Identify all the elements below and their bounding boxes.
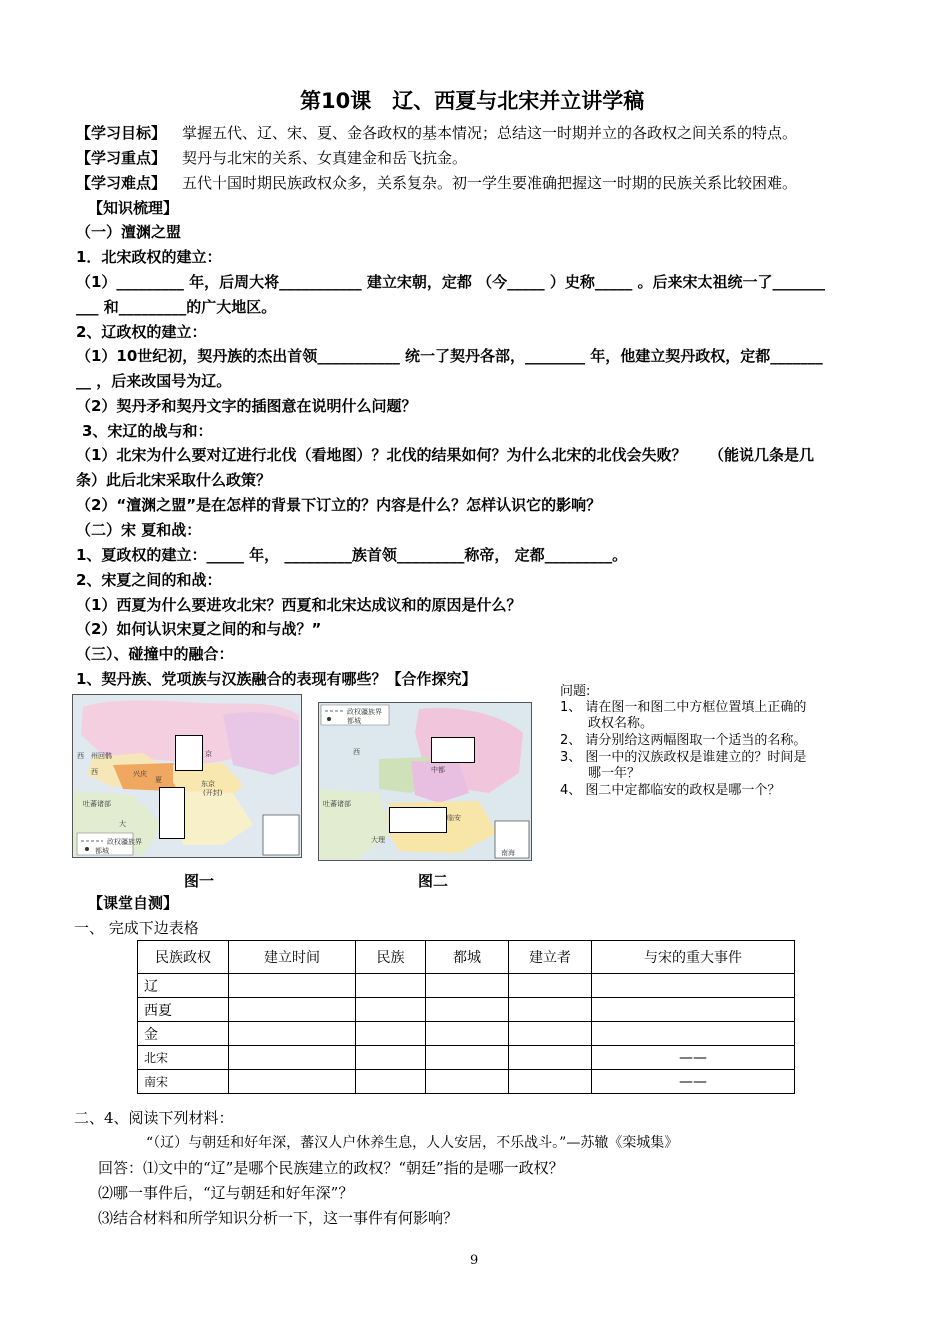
- map1-label-uyghur: 西 州回鹘: [77, 752, 112, 760]
- focus-label: 【学习重点】: [76, 149, 167, 167]
- cell-input[interactable]: [229, 998, 356, 1022]
- difficulty-label: 【学习难点】: [76, 174, 167, 192]
- map1-label-da: 大: [119, 820, 126, 828]
- question-xia-attack: （1）西夏为什么要进攻北宋？西夏和北宋达成议和的原因是什么？: [76, 596, 522, 614]
- question-northern-expedition-2: 条）此后北宋采取什么政策？: [76, 471, 272, 489]
- map1-label-xi: 西: [91, 768, 98, 776]
- map2-label-nanhai: 南海: [501, 849, 515, 857]
- cell-input[interactable]: [426, 1070, 509, 1094]
- item-song-founding: 1．北宋政权的建立：: [76, 248, 222, 266]
- map1-label-dongjing: 东京: [201, 780, 215, 788]
- map-figure-2: [318, 702, 532, 861]
- map1-label-xingqing: 兴庆: [133, 770, 147, 778]
- table-row: [138, 1046, 795, 1070]
- question-1a: 1、 请在图一和图二中方框位置填上正确的: [560, 700, 807, 715]
- col-founding-time: 建立时间: [229, 941, 356, 974]
- col-capital: 都城: [426, 941, 509, 974]
- focus-text: 契丹与北宋的关系、女真建金和岳飞抗金。: [182, 149, 468, 167]
- cell-input[interactable]: [426, 998, 509, 1022]
- answer-question-2: ⑵哪一事件后，“辽与朝廷和好年深”？: [98, 1184, 354, 1202]
- goal-label: 【学习目标】: [76, 124, 167, 142]
- blank-box-map2-bottom[interactable]: [389, 807, 447, 833]
- cell-event[interactable]: [592, 998, 795, 1022]
- cell-input[interactable]: [509, 1070, 592, 1094]
- map2-label-border: 政权疆族界: [347, 708, 382, 716]
- question-1b: 政权名称。: [588, 716, 654, 731]
- question-war-peace: （2）如何认识宋夏之间的和与战？”: [76, 620, 322, 638]
- cell-input[interactable]: [509, 998, 592, 1022]
- map-1-shapes: [73, 695, 301, 857]
- cell-input[interactable]: [356, 1046, 426, 1070]
- question-khitan-spear: （2）契丹矛和契丹文字的插图意在说明什么问题？: [76, 397, 417, 415]
- cell-event: ——: [592, 1070, 795, 1094]
- fill-xia-founding: 1、夏政权的建立：_____ 年， _________族首领_________称帝， 定都_________。: [76, 546, 628, 564]
- questions-heading: 问题:: [560, 684, 591, 699]
- cell-input[interactable]: [356, 1070, 426, 1094]
- cell-event[interactable]: [592, 974, 795, 998]
- map-2-shapes: [319, 703, 531, 860]
- item-song-liao-war: 3、宋辽的战与和：: [82, 422, 213, 440]
- col-ethnicity: 民族: [356, 941, 426, 974]
- row-name: 南宋: [138, 1070, 229, 1094]
- table-row: [138, 974, 795, 998]
- cell-input[interactable]: [426, 974, 509, 998]
- page-title: 第10课 辽、西夏与北宋并立讲学稿: [300, 89, 645, 113]
- map1-label-jing: 京: [205, 750, 212, 758]
- row-name: 金: [138, 1022, 229, 1046]
- map1-label-xia: 夏: [155, 776, 162, 784]
- summary-table: [137, 940, 795, 1094]
- question-chanyuan-treaty: （2）“澶渊之盟”是在怎样的背景下订立的？内容是什么？怎样认识它的影响？: [76, 496, 602, 514]
- part-two-label: 二、4、阅读下列材料：: [74, 1109, 234, 1127]
- table-header-row: [138, 941, 795, 974]
- map-caption-1: 图一: [184, 872, 215, 890]
- map-figure-1: [72, 694, 302, 858]
- fill-song-line2: ___ 和_________的广大地区。: [76, 298, 277, 316]
- map2-label-dali: 大理: [371, 836, 385, 844]
- question-3a: 3、 图一中的汉族政权是谁建立的？时间是: [560, 750, 807, 765]
- reading-quote: “（辽）与朝廷和好年深，蕃汉人户休养生息，人人安居，不乐战斗。”—苏辙《栾城集》: [146, 1135, 679, 1151]
- blank-box-map1-bottom[interactable]: [159, 787, 185, 839]
- cell-input[interactable]: [509, 1046, 592, 1070]
- map1-label-tibet: 吐蕃诸部: [83, 800, 111, 808]
- item-liao-founding: 2、辽政权的建立：: [76, 323, 207, 341]
- table-row: [138, 1022, 795, 1046]
- map-caption-2: 图二: [418, 872, 449, 890]
- section-chanyuan: （一）澶渊之盟: [76, 223, 182, 241]
- answer-question-3: ⑶结合材料和所学知识分析一下，这一事件有何影响？: [98, 1209, 459, 1227]
- item-song-xia-war: 2、宋夏之间的和战：: [76, 571, 222, 589]
- cell-input[interactable]: [229, 1046, 356, 1070]
- blank-box-map1-top[interactable]: [175, 735, 203, 771]
- cell-input[interactable]: [426, 1046, 509, 1070]
- cell-input[interactable]: [426, 1022, 509, 1046]
- cell-input[interactable]: [229, 1070, 356, 1094]
- cell-event[interactable]: [592, 1022, 795, 1046]
- cell-input[interactable]: [509, 974, 592, 998]
- cell-input[interactable]: [356, 1022, 426, 1046]
- section-self-test: 【课堂自测】: [88, 894, 179, 912]
- col-regime: 民族政权: [138, 941, 229, 974]
- row-name: 辽: [138, 974, 229, 998]
- part-one-label: 一、 完成下边表格: [74, 919, 199, 937]
- cell-input[interactable]: [229, 974, 356, 998]
- row-name: 西夏: [138, 998, 229, 1022]
- cell-input[interactable]: [229, 1022, 356, 1046]
- blank-box-map2-top[interactable]: [431, 737, 475, 763]
- question-fusion: 1、契丹族、党项族与汉族融合的表现有哪些？【合作探究】: [76, 670, 477, 688]
- map2-label-linan: 临安: [447, 814, 461, 822]
- map2-label-zhongdu: 中都: [431, 766, 445, 774]
- col-major-events: 与宋的重大事件: [592, 941, 795, 974]
- cell-input[interactable]: [509, 1022, 592, 1046]
- map1-label-regime: 政权疆族界: [107, 838, 142, 846]
- question-2: 2、 请分别给这两幅图取一个适当的名称。: [560, 733, 807, 748]
- section-fusion: （三）、碰撞中的融合：: [76, 645, 234, 663]
- map2-label-tibet: 吐蕃诸部: [323, 800, 351, 808]
- section-song-xia: （二）宋 夏和战：: [76, 521, 202, 539]
- cell-input[interactable]: [356, 998, 426, 1022]
- page-number: 9: [470, 1253, 479, 1268]
- goal-text: 掌握五代、辽、宋、夏、金各政权的基本情况；总结这一时期并立的各政权之间关系的特点。: [182, 124, 798, 142]
- map2-label-xi: 西: [353, 748, 360, 756]
- question-3b: 哪一年？: [588, 766, 641, 781]
- map1-label-kaifeng: (开封): [203, 789, 223, 797]
- difficulty-text: 五代十国时期民族政权众多，关系复杂。初一学生要准确把握这一时期的民族关系比较困难。: [182, 174, 798, 192]
- cell-input[interactable]: [356, 974, 426, 998]
- question-4: 4、 图二中定都临安的政权是哪一个？: [560, 783, 781, 798]
- table-row: [138, 1070, 795, 1094]
- section-knowledge: 【知识梳理】: [88, 199, 179, 217]
- fill-song-line1: （1）_________ 年，后周大将___________ 建立宋朝，定都 （今_____ ）史称_____ 。后来宋太祖统一了_______: [76, 273, 826, 291]
- table-row: [138, 998, 795, 1022]
- map2-label-capital: 都城: [347, 717, 361, 725]
- fill-liao-line2: __ ，后来改国号为辽。: [76, 372, 232, 390]
- map1-label-capital: 都城: [95, 847, 109, 855]
- question-northern-expedition-1: （1）北宋为什么要对辽进行北伐（看地图）？北伐的结果如何？为什么北宋的北伐会失败？ （能说几条是几: [76, 446, 814, 464]
- fill-liao-line1: （1）10世纪初，契丹族的杰出首领___________ 统一了契丹各部，________ 年，他建立契丹政权，定都_______: [76, 347, 823, 365]
- answer-question-1: 回答：⑴文中的“辽”是哪个民族建立的政权？“朝廷”指的是哪一政权？: [98, 1159, 564, 1177]
- cell-event: ——: [592, 1046, 795, 1070]
- row-name: 北宋: [138, 1046, 229, 1070]
- col-founder: 建立者: [509, 941, 592, 974]
